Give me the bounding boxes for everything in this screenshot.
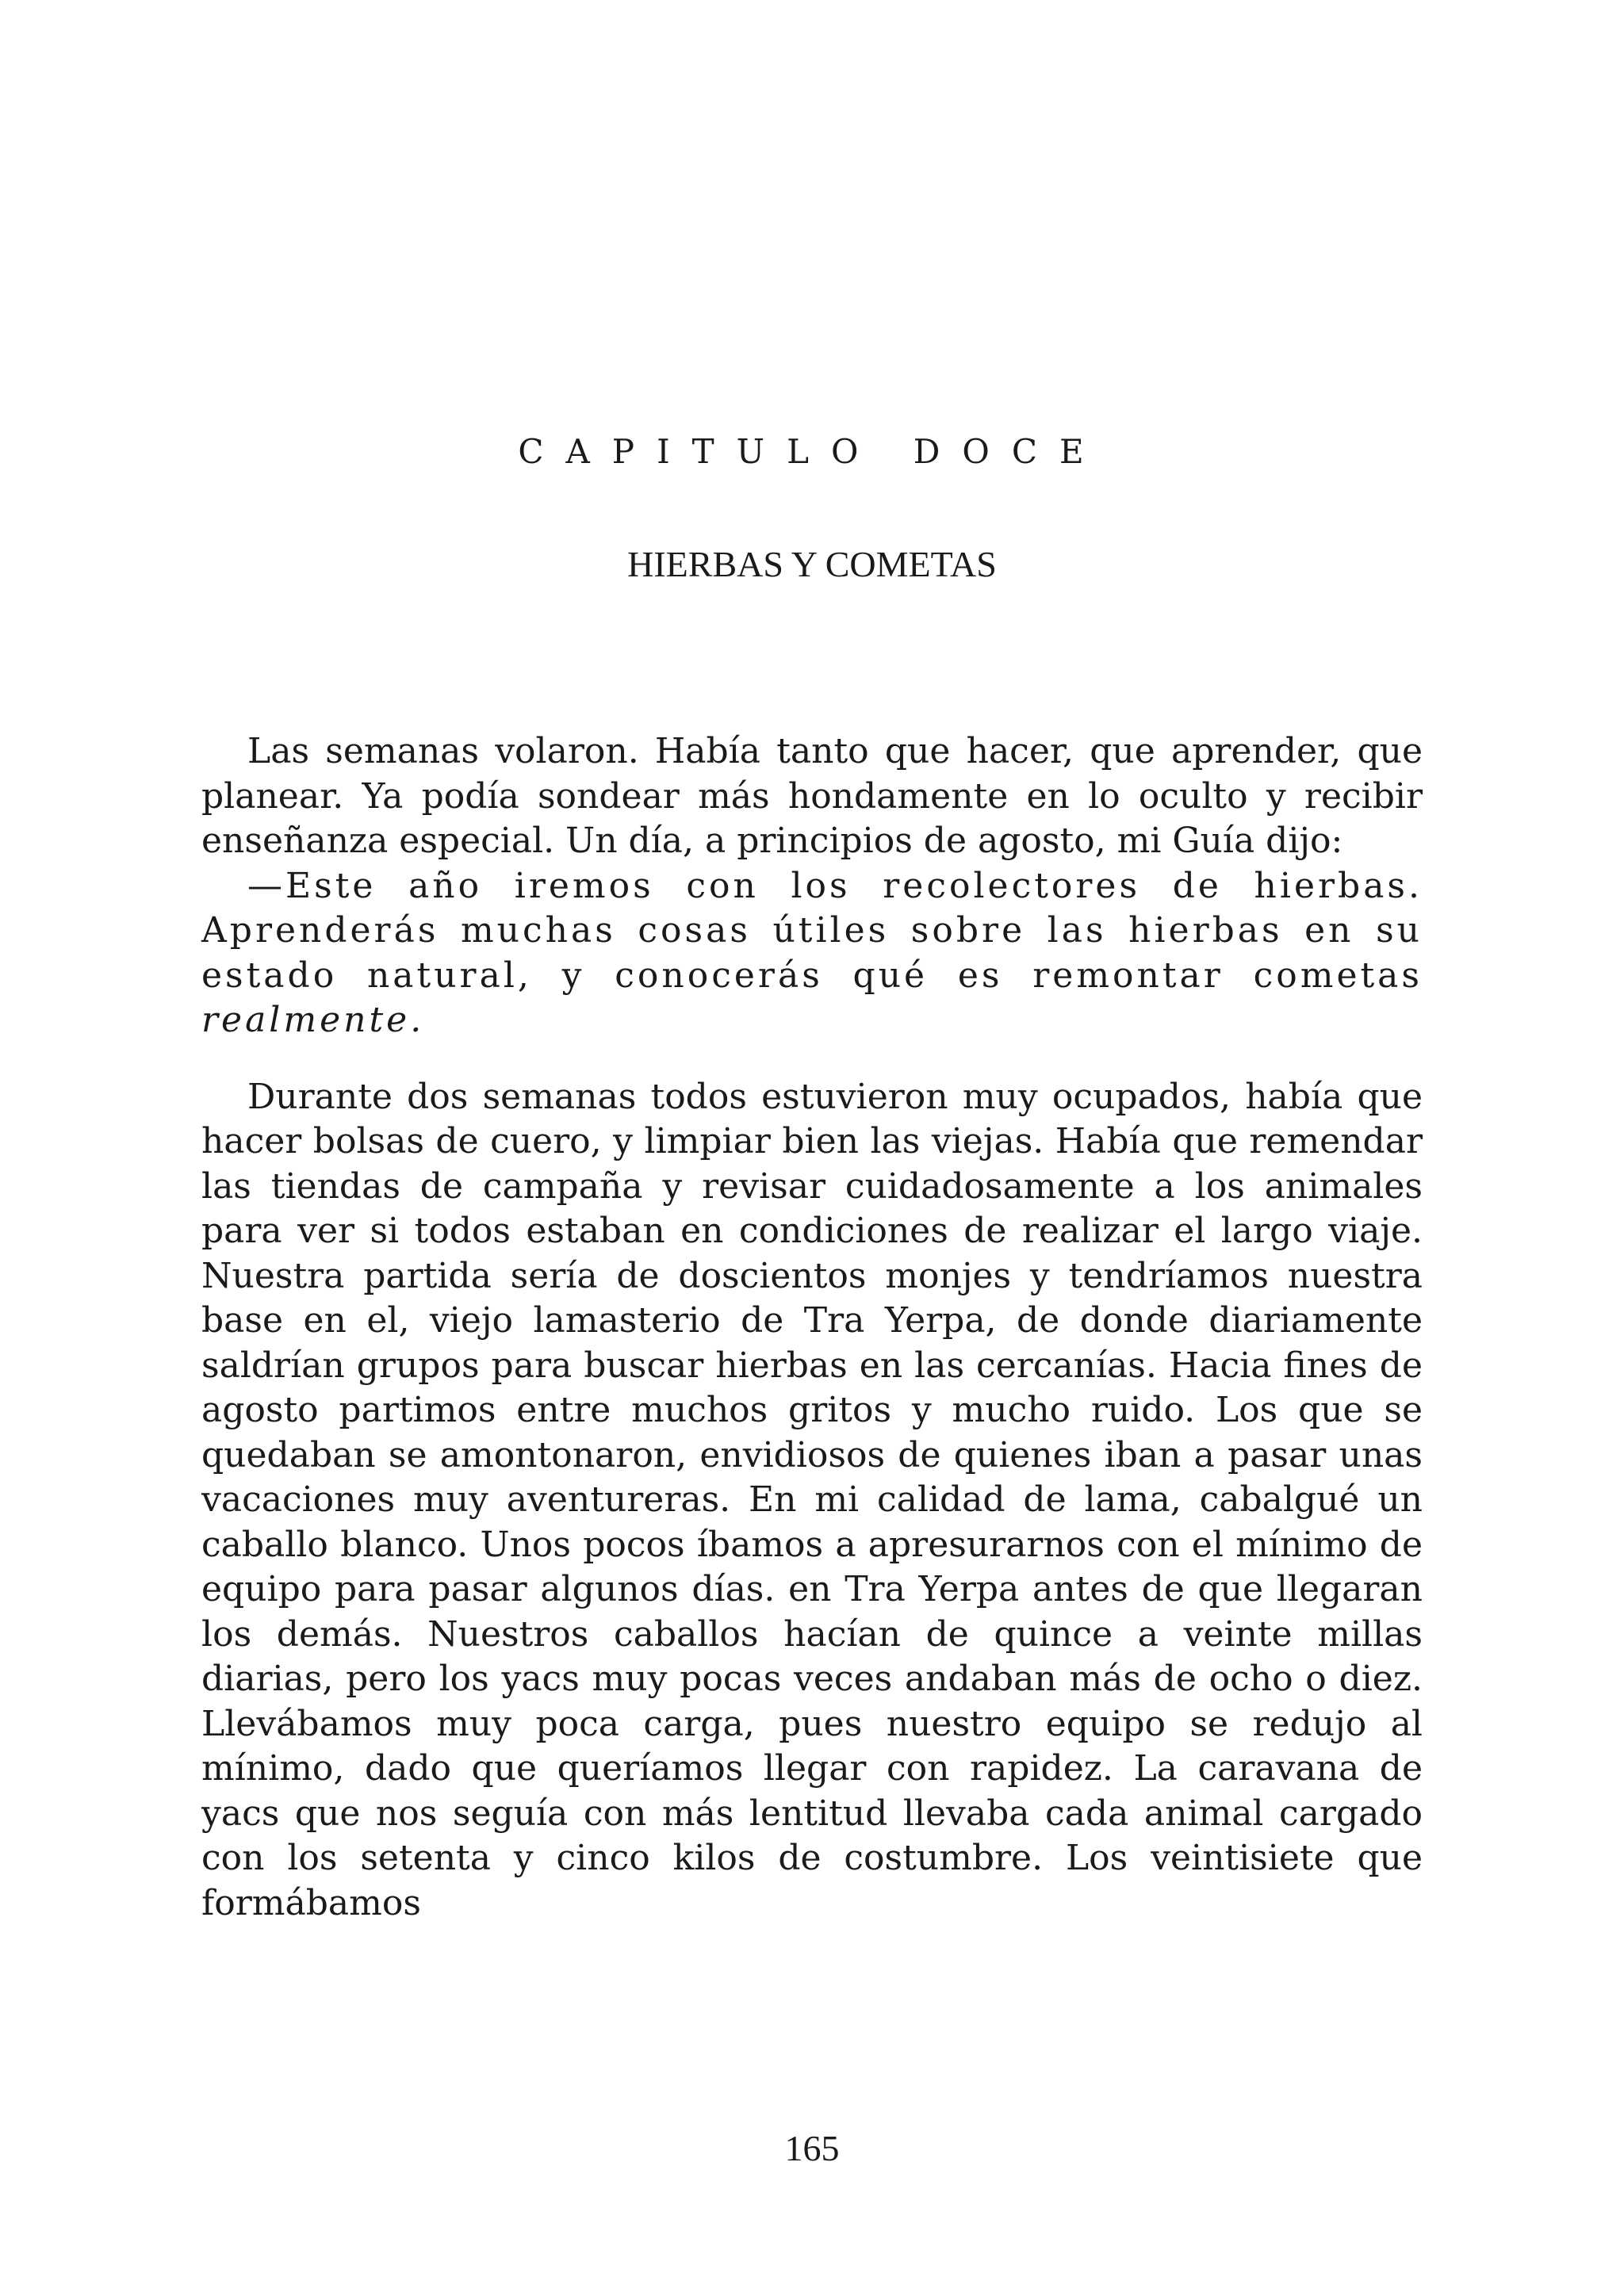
paragraph-1: Las semanas volaron. Había tanto que hacer, que aprender, que planear. Ya podía sondear más hondamente en lo oculto y recibir enseñanza especial. Un día, a principios de agosto, mi Guía dijo:	[201, 731, 1423, 861]
body-text	[201, 729, 1423, 1926]
chapter-title: HIERBAS Y COMETAS	[627, 544, 997, 584]
chapter-label: CAPITULO DOCE	[518, 432, 1106, 471]
paragraph-2-text: —Este año iremos con los recolectores de hierbas. Aprenderás muchas cosas útiles sobre las hierbas en su estado natural, y conocerás qué es remontar cometas	[201, 865, 1423, 996]
paragraph-2	[201, 864, 1423, 1043]
paragraph-2-emphasis: realmente.	[201, 1000, 425, 1040]
paragraph-3: Durante dos semanas todos estuvieron muy ocupados, había que hacer bolsas de cuero, y limpiar bien las viejas. Había que remendar las tiendas de campaña y revisar cuidadosamente a los animales para ver si todos estaban en condiciones de realizar el largo viaje. Nuestra partida sería de doscientos monjes y tendríamos nuestra base en el, viejo lamasterio de Tra Yerpa, de donde diariamente saldrían grupos para buscar hierbas en las cercanías. Hacia fines de agosto partimos entre muchos gritos y mucho ruido. Los que se quedaban se amontonaron, envidiosos de quienes iban a pasar unas vacaciones muy aventureras. En mi calidad de lama, cabalgué un caballo blanco. Unos pocos íbamos a apresurarnos con el mínimo de equipo para pasar algunos días. en Tra Yerpa antes de que llegaran los demás. Nuestros caballos hacían de quince a veinte millas diarias, pero los yacs muy pocas veces andaban más de ocho o diez. Llevábamos muy poca carga, pues nuestro equipo se redujo al mínimo, dado que queríamos llegar con rapidez. La caravana de yacs que nos seguía con más lentitud llevaba cada animal cargado con los setenta y cinco kilos de costumbre. Los veintisiete que formábamos	[201, 1076, 1423, 1923]
page-number: 165	[784, 2128, 840, 2168]
